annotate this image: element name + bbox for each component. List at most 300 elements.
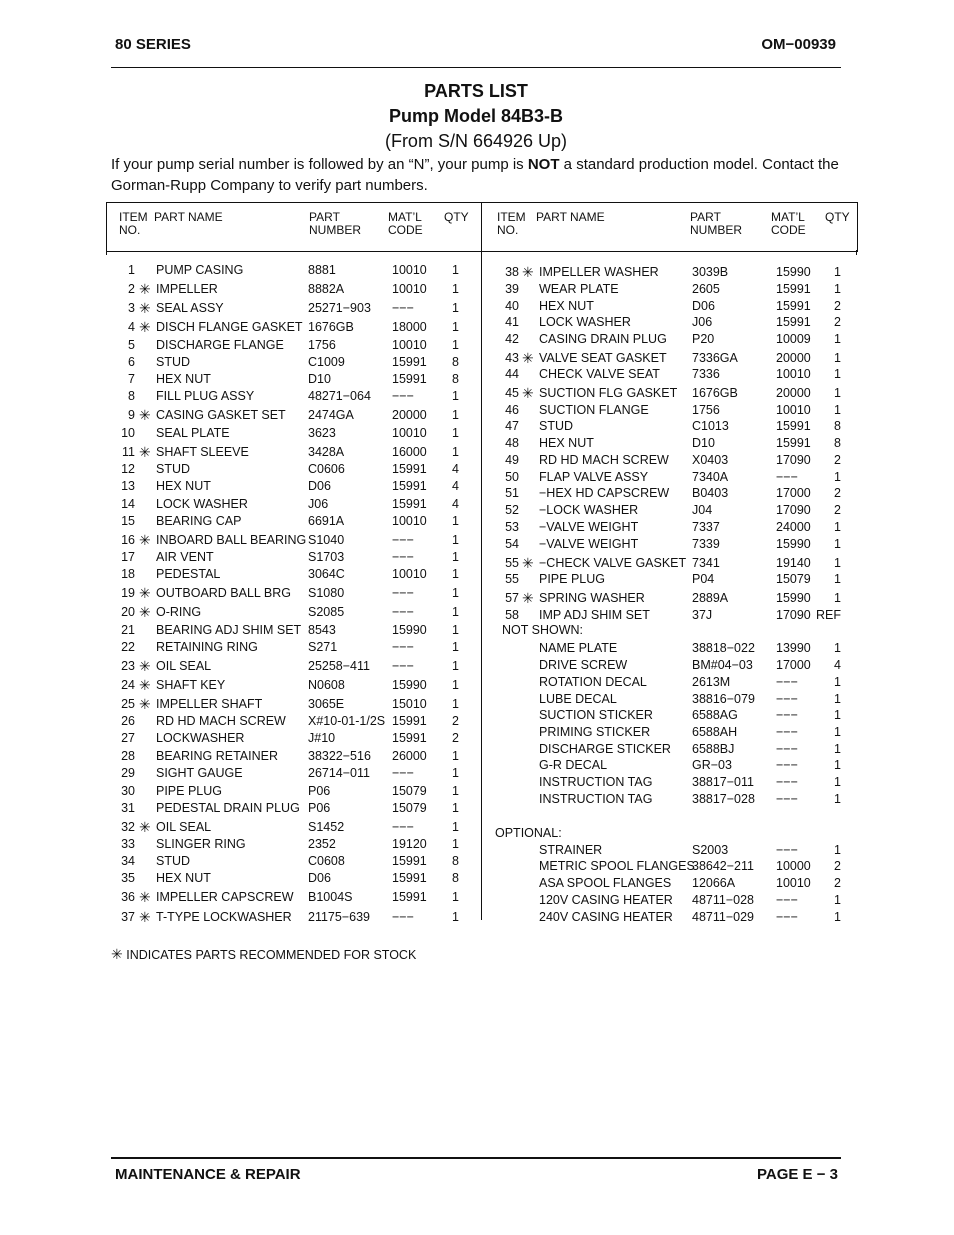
part-name: T-TYPE LOCKWASHER [156, 910, 292, 924]
part-number: 1676GB [308, 320, 354, 334]
item-number: 22 [121, 640, 135, 654]
quantity: 1 [452, 910, 459, 924]
star-icon: ✳ [139, 604, 151, 620]
part-number: D10 [692, 436, 715, 450]
material-code: 15991 [392, 854, 427, 868]
material-code: 20000 [392, 408, 427, 422]
part-number: 12066A [692, 876, 736, 890]
part-name: HEX NUT [156, 479, 211, 493]
part-name: −LOCK WASHER [539, 503, 639, 517]
part-number: 8881 [308, 263, 336, 277]
part-number: 48711−028 [692, 893, 754, 907]
quantity: 1 [452, 697, 459, 711]
material-code: −−− [392, 605, 414, 619]
part-number: 25271−903 [308, 301, 371, 315]
star-icon: ✳ [139, 281, 151, 297]
item-number: 20 [121, 605, 135, 619]
quantity: 4 [452, 462, 459, 476]
part-name: INSTRUCTION TAG [539, 775, 653, 789]
star-icon: ✳ [139, 532, 151, 548]
material-code: 15991 [392, 871, 427, 885]
item-number: 8 [128, 389, 135, 403]
material-code: 17000 [776, 486, 811, 500]
part-name: WEAR PLATE [539, 282, 619, 296]
item-number: 34 [121, 854, 135, 868]
part-number: BM#04−03 [692, 658, 753, 672]
material-code: 26000 [392, 749, 427, 763]
part-name: RD HD MACH SCREW [539, 453, 669, 467]
material-code: −−− [776, 893, 798, 907]
part-name: LOCK WASHER [156, 497, 248, 511]
part-name: METRIC SPOOL FLANGES [539, 859, 695, 873]
header-rule [111, 67, 841, 68]
item-number: 39 [505, 282, 519, 296]
part-name: BEARING RETAINER [156, 749, 279, 763]
part-name: DISCHARGE FLANGE [156, 338, 284, 352]
optional-label: OPTIONAL: [495, 826, 562, 840]
part-number: 7337 [692, 520, 720, 534]
part-name: STUD [539, 419, 574, 433]
material-code: 15010 [392, 697, 427, 711]
table-row [0, 314, 954, 330]
material-code: 15991 [392, 372, 427, 386]
part-name: SUCTION FLG GASKET [539, 386, 678, 400]
part-name: INSTRUCTION TAG [539, 792, 653, 806]
material-code: 10010 [392, 426, 427, 440]
material-code: 13990 [776, 641, 811, 655]
quantity: 2 [834, 315, 841, 329]
quantity: 1 [834, 893, 841, 907]
item-number: 54 [505, 537, 519, 551]
part-name: DRIVE SCREW [539, 658, 628, 672]
part-number: C0608 [308, 854, 345, 868]
quantity: 4 [452, 479, 459, 493]
item-number: 21 [121, 623, 135, 637]
item-number: 18 [121, 567, 135, 581]
quantity: 1 [834, 367, 841, 381]
table-row [0, 674, 954, 690]
quantity: 8 [452, 871, 459, 885]
part-name: 120V CASING HEATER [539, 893, 673, 907]
item-number: 52 [505, 503, 519, 517]
table-row [0, 418, 954, 434]
quantity: 1 [834, 843, 841, 857]
part-number: B1004S [308, 890, 353, 904]
item-number: 15 [121, 514, 135, 528]
part-name: HEX NUT [539, 299, 594, 313]
material-code: 15990 [392, 623, 427, 637]
item-number: 37 [121, 910, 135, 924]
part-number: P04 [692, 572, 715, 586]
item-number: 46 [505, 403, 519, 417]
table-row [0, 590, 954, 606]
part-name: OIL SEAL [156, 659, 212, 673]
part-number: 7340A [692, 470, 729, 484]
col-header-matl-code-left: MAT’L CODE [388, 210, 423, 237]
table-row [0, 757, 954, 773]
quantity: 1 [452, 640, 459, 654]
part-name: BEARING ADJ SHIM SET [156, 623, 302, 637]
not-shown-label: NOT SHOWN: [502, 623, 584, 637]
intro-text-start: If your pump serial number is followed by an “N”, your pump is [111, 156, 528, 173]
quantity: 1 [452, 820, 459, 834]
item-number: 43 [505, 351, 519, 365]
material-code: 15991 [392, 497, 427, 511]
item-number: 47 [505, 419, 519, 433]
part-name: SIGHT GAUGE [156, 766, 243, 780]
material-code: −−− [392, 766, 414, 780]
part-number: 3065E [308, 697, 345, 711]
col-header-part-number-left: PART NUMBER [309, 210, 362, 237]
quantity: 1 [452, 659, 459, 673]
item-number: 38 [505, 265, 519, 279]
table-row [0, 298, 954, 314]
quantity: 1 [452, 605, 459, 619]
intro-paragraph [111, 154, 846, 196]
part-name: RD HD MACH SCREW [156, 714, 286, 728]
quantity: 8 [452, 854, 459, 868]
quantity: 1 [452, 837, 459, 851]
footer-rule [111, 1157, 841, 1159]
part-name: CASING DRAIN PLUG [539, 332, 667, 346]
quantity: 1 [834, 351, 841, 365]
part-number: 2613M [692, 675, 731, 689]
part-name: NAME PLATE [539, 641, 618, 655]
quantity: 8 [834, 419, 841, 433]
part-name: SHAFT SLEEVE [156, 445, 249, 459]
part-name: FLAP VALVE ASSY [539, 470, 649, 484]
part-name: −VALVE WEIGHT [539, 520, 639, 534]
part-number: 3039B [692, 265, 729, 279]
table-row [0, 819, 954, 835]
part-name: LOCK WASHER [539, 315, 631, 329]
part-name: ASA SPOOL FLANGES [539, 876, 672, 890]
table-row [0, 691, 954, 707]
quantity: 1 [834, 725, 841, 739]
quantity: 2 [834, 503, 841, 517]
star-icon: ✳ [139, 444, 151, 460]
quantity: 2 [834, 876, 841, 890]
item-number: 41 [505, 315, 519, 329]
part-number: J04 [692, 503, 713, 517]
material-code: 15990 [776, 537, 811, 551]
col-header-qty-left: QTY [444, 210, 469, 224]
part-number: 6588AH [692, 725, 738, 739]
part-number: 7336GA [692, 351, 738, 365]
part-name: IMPELLER SHAFT [156, 697, 263, 711]
item-number: 27 [121, 731, 135, 745]
table-row [0, 366, 954, 382]
page-subtitle-serial: (From S/N 664926 Up) [384, 131, 568, 151]
part-name: SUCTION FLANGE [539, 403, 649, 417]
part-name: IMPELLER CAPSCREW [156, 890, 294, 904]
quantity: 1 [834, 910, 841, 924]
part-name: DISCH FLANGE GASKET [156, 320, 303, 334]
quantity: 1 [834, 386, 841, 400]
table-row [0, 622, 954, 638]
item-number: 51 [505, 486, 519, 500]
table-row [0, 892, 954, 908]
part-name: HEX NUT [539, 436, 594, 450]
part-number: 8882A [308, 282, 345, 296]
quantity: 1 [834, 332, 841, 346]
item-number: 33 [121, 837, 135, 851]
material-code: 15991 [776, 419, 811, 433]
table-row [0, 875, 954, 891]
item-number: 14 [121, 497, 135, 511]
quantity: 1 [452, 408, 459, 422]
part-number: S1703 [308, 550, 345, 564]
material-code: 15990 [392, 678, 427, 692]
item-number: 5 [128, 338, 135, 352]
part-name: ROTATION DECAL [539, 675, 647, 689]
table-row [0, 707, 954, 723]
part-number: P06 [308, 801, 331, 815]
quantity: 1 [834, 792, 841, 806]
material-code: 16000 [392, 445, 427, 459]
material-code: 17090 [776, 608, 811, 622]
quantity: 1 [834, 775, 841, 789]
quantity: 1 [834, 572, 841, 586]
quantity: 2 [452, 731, 459, 745]
footnote [111, 946, 416, 963]
part-name: IMPELLER WASHER [539, 265, 659, 279]
item-number: 36 [121, 890, 135, 904]
material-code: 15991 [392, 462, 427, 476]
part-name: SPRING WASHER [539, 591, 645, 605]
part-number: J06 [308, 497, 329, 511]
material-code: 10010 [776, 876, 811, 890]
star-icon: ✳ [139, 696, 151, 712]
part-number: 6588AG [692, 708, 738, 722]
item-number: 30 [121, 784, 135, 798]
part-name: STUD [156, 854, 191, 868]
part-number: 6691A [308, 514, 345, 528]
star-icon: ✳ [522, 590, 534, 606]
part-number: S271 [308, 640, 338, 654]
material-code: −−− [776, 758, 798, 772]
col-header-item-left: ITEM NO. [119, 210, 148, 237]
part-number: P20 [692, 332, 715, 346]
part-number: S2003 [692, 843, 729, 857]
material-code: −−− [392, 910, 414, 924]
material-code: −−− [776, 775, 798, 789]
quantity: 1 [452, 389, 459, 403]
table-row [0, 281, 954, 297]
material-code: 15990 [776, 265, 811, 279]
quantity: 1 [834, 520, 841, 534]
part-number: S1452 [308, 820, 345, 834]
part-number: 38817−011 [692, 775, 754, 789]
part-name: IMP ADJ SHIM SET [539, 608, 650, 622]
part-number: 2352 [308, 837, 336, 851]
item-number: 44 [505, 367, 519, 381]
part-number: 2474GA [308, 408, 354, 422]
material-code: 10000 [776, 859, 811, 873]
col-header-part-name-right: PART NAME [536, 210, 605, 224]
item-number: 57 [505, 591, 519, 605]
part-name: STUD [156, 462, 191, 476]
item-number: 11 [122, 445, 135, 459]
quantity: 1 [452, 678, 459, 692]
part-name: RETAINING RING [156, 640, 258, 654]
material-code: −−− [392, 586, 414, 600]
quantity: 1 [452, 801, 459, 815]
material-code: 10009 [776, 332, 811, 346]
part-name: STUD [156, 355, 191, 369]
quantity: 1 [834, 675, 841, 689]
table-row [0, 452, 954, 468]
star-icon: ✳ [139, 300, 151, 316]
material-code: 20000 [776, 351, 811, 365]
material-code: −−− [776, 725, 798, 739]
part-name: LOCKWASHER [156, 731, 245, 745]
table-row [0, 774, 954, 790]
item-number: 9 [128, 408, 135, 422]
star-icon: ✳ [139, 909, 151, 925]
item-number: 2 [128, 282, 135, 296]
quantity: 2 [834, 859, 841, 873]
material-code: 15991 [392, 890, 427, 904]
part-number: 1756 [692, 403, 720, 417]
table-row [0, 657, 954, 673]
part-name: DISCHARGE STICKER [539, 742, 671, 756]
material-code: 17090 [776, 503, 811, 517]
quantity: 1 [452, 784, 459, 798]
quantity: 1 [452, 567, 459, 581]
star-icon: ✳ [139, 585, 151, 601]
table-row [0, 741, 954, 757]
header-doc-number: OM−00939 [761, 36, 836, 53]
part-number: 38817−028 [692, 792, 755, 806]
part-name: STRAINER [539, 843, 603, 857]
material-code: −−− [392, 389, 414, 403]
part-name: IMPELLER [156, 282, 218, 296]
material-code: −−− [776, 742, 798, 756]
material-code: 19140 [776, 556, 811, 570]
quantity: 2 [834, 453, 841, 467]
part-name: SEAL PLATE [156, 426, 230, 440]
part-number: 7341 [692, 556, 720, 570]
item-number: 48 [505, 436, 519, 450]
star-icon: ✳ [522, 264, 534, 280]
quantity: 1 [452, 445, 459, 459]
part-number: P06 [308, 784, 331, 798]
part-number: 25258−411 [308, 659, 370, 673]
part-name: SEAL ASSY [156, 301, 224, 315]
part-name: SUCTION STICKER [539, 708, 653, 722]
footer-page-number: PAGE E − 3 [756, 1166, 838, 1183]
item-number: 31 [121, 801, 135, 815]
part-name: BEARING CAP [156, 514, 242, 528]
table-right-edge [856, 250, 857, 255]
material-code: −−− [776, 910, 798, 924]
part-name: −VALVE WEIGHT [539, 537, 639, 551]
item-number: 35 [121, 871, 135, 885]
quantity: 1 [452, 320, 459, 334]
material-code: −−− [392, 640, 414, 654]
part-name: CHECK VALVE SEAT [539, 367, 660, 381]
material-code: 15991 [392, 714, 427, 728]
col-header-part-name-left: PART NAME [154, 210, 223, 224]
quantity: 1 [834, 742, 841, 756]
table-row [0, 858, 954, 874]
part-name: LUBE DECAL [539, 692, 617, 706]
quantity: 1 [834, 470, 841, 484]
part-number: 8543 [308, 623, 336, 637]
table-row [0, 385, 954, 401]
part-number: S1040 [308, 533, 345, 547]
quantity: 1 [834, 708, 841, 722]
table-row [0, 350, 954, 366]
star-icon: ✳ [139, 819, 151, 835]
table-row [0, 536, 954, 552]
part-name: PIPE PLUG [156, 784, 222, 798]
material-code: 15991 [392, 479, 427, 493]
part-name: PUMP CASING [156, 263, 244, 277]
part-number: 6588BJ [692, 742, 735, 756]
material-code: 15991 [776, 315, 811, 329]
part-number: D10 [308, 372, 331, 386]
quantity: 1 [452, 749, 459, 763]
material-code: −−− [776, 843, 798, 857]
quantity: 2 [834, 486, 841, 500]
material-code: 15991 [392, 731, 427, 745]
part-name: CASING GASKET SET [156, 408, 286, 422]
intro-text-bold: NOT [527, 156, 560, 173]
material-code: −−− [392, 820, 414, 834]
part-number: 2889A [692, 591, 729, 605]
part-number: 7339 [692, 537, 720, 551]
material-code: −−− [392, 550, 414, 564]
quantity: REF [816, 608, 841, 622]
part-number: 1756 [308, 338, 336, 352]
material-code: 10010 [776, 367, 811, 381]
quantity: 2 [452, 714, 459, 728]
col-header-part-number-right: PART NUMBER [690, 210, 743, 237]
part-number: C0606 [308, 462, 345, 476]
table-row [0, 502, 954, 518]
part-number: C1009 [308, 355, 345, 369]
col-header-matl-code-right: MAT’L CODE [771, 210, 806, 237]
table-row [0, 469, 954, 485]
quantity: 2 [834, 299, 841, 313]
item-number: 25 [121, 697, 135, 711]
part-number: D06 [308, 871, 331, 885]
item-number: 16 [121, 533, 135, 547]
item-number: 32 [121, 820, 135, 834]
intro-text-end: a standard production model. Contact the Gorman-Rupp Company to verify part numbers. [111, 156, 839, 194]
part-number: J06 [692, 315, 713, 329]
material-code: 15991 [776, 299, 811, 313]
quantity: 1 [452, 301, 459, 315]
part-number: S2085 [308, 605, 345, 619]
table-row [0, 402, 954, 418]
table-left-edge [106, 250, 107, 255]
part-number: 38816−079 [692, 692, 755, 706]
material-code: 17000 [776, 658, 811, 672]
material-code: 20000 [776, 386, 811, 400]
part-number: 7336 [692, 367, 720, 381]
quantity: 1 [834, 537, 841, 551]
item-number: 10 [121, 426, 135, 440]
part-name: PRIMING STICKER [539, 725, 651, 739]
part-name: PEDESTAL DRAIN PLUG [156, 801, 300, 815]
material-code: −−− [392, 301, 414, 315]
quantity: 1 [452, 282, 459, 296]
part-name: −CHECK VALVE GASKET [539, 556, 687, 570]
part-number: N0608 [308, 678, 345, 692]
